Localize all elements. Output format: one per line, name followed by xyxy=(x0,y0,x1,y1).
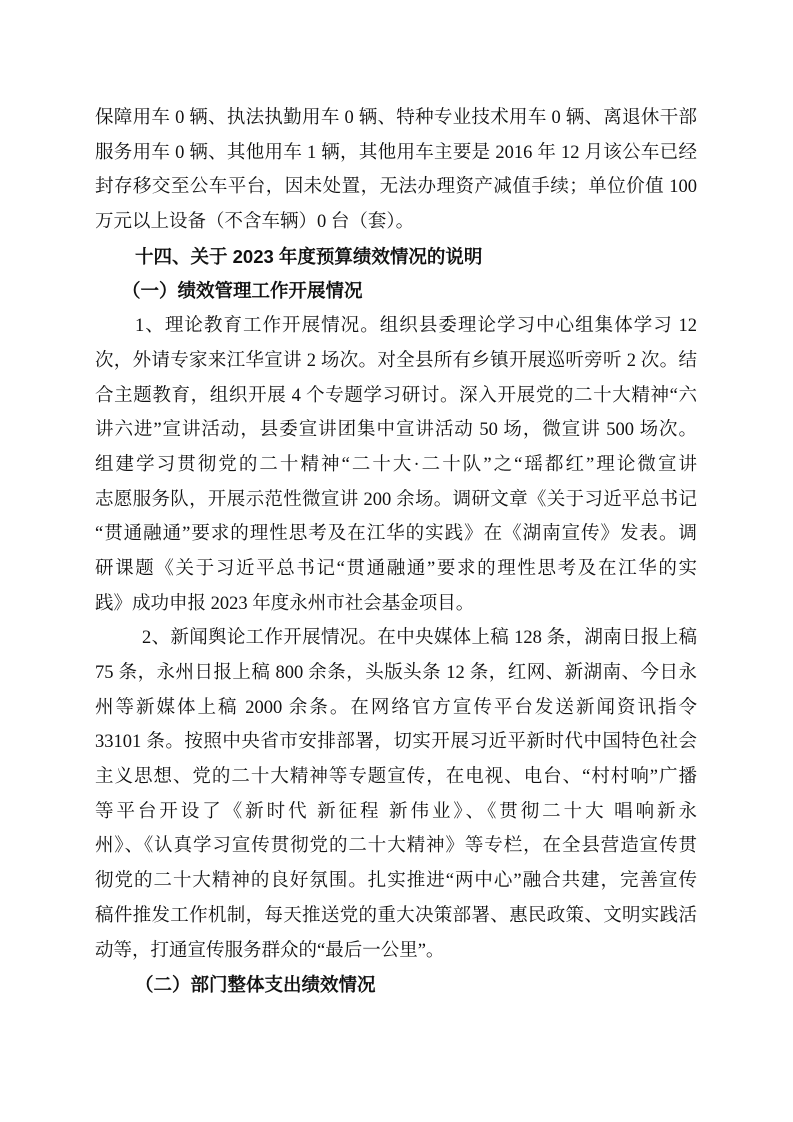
body-line: 1、理论教育工作开展情况。组织县委理论学习中心组集体学习 12 xyxy=(135,316,697,337)
body-line: 组建学习贯彻党的二十精神“二十大·二十队”之“瑶都红”理论微宣讲 xyxy=(95,454,697,475)
body-line: 万元以上设备（不含车辆）0 台（套）。 xyxy=(95,212,415,233)
body-line: 2、新闻舆论工作开展情况。在中央媒体上稿 128 条，湖南日报上稿 xyxy=(142,628,697,649)
body-line: 主义思想、党的二十大精神等专题宣传，在电视、电台、“村村响”广播 xyxy=(95,767,697,788)
body-line: 33101 条。按照中央省市安排部署，切实开展习近平新时代中国特色社会 xyxy=(95,732,697,753)
section-heading: 十四、关于 2023 年度预算绩效情况的说明 xyxy=(135,245,483,267)
body-line: 动等，打通宣传服务群众的“最后一公里”。 xyxy=(95,940,445,961)
body-line: 州等新媒体上稿 2000 余条。在网络官方宣传平台发送新闻资讯指令 xyxy=(95,697,697,718)
body-line: “贯通融通”要求的理性思考及在江华的实践》在《湖南宣传》发表。调 xyxy=(95,524,697,545)
body-line: 次，外请专家来江华宣讲 2 场次。对全县所有乡镇开展巡听旁听 2 次。结 xyxy=(95,350,697,371)
body-line: 保障用车 0 辆、执法执勤用车 0 辆、特种专业技术用车 0 辆、离退休干部 xyxy=(95,108,697,128)
body-line: 志愿服务队，开展示范性微宣讲 200 余场。调研文章《关于习近平总书记 xyxy=(95,489,697,510)
body-line: 稿件推发工作机制，每天推送党的重大决策部署、惠民政策、文明实践活 xyxy=(95,905,697,926)
body-line: 研课题《关于习近平总书记“贯通融通”要求的理性思考及在江华的实 xyxy=(95,558,697,579)
body-line: 讲六进”宣讲活动，县委宣讲团集中宣讲活动 50 场，微宣讲 500 场次。 xyxy=(95,420,697,441)
subsection-title: （二）部门整体支出绩效情况 xyxy=(135,974,376,996)
body-line: 践》成功申报 2023 年度永州市社会基金项目。 xyxy=(95,593,475,614)
body-line: 等平台开设了《新时代 新征程 新伟业》、《贯彻二十大 唱响新永 xyxy=(95,801,697,822)
body-line: 合主题教育，组织开展 4 个专题学习研讨。深入开展党的二十大精神“六 xyxy=(95,385,697,406)
body-line: 服务用车 0 辆、其他用车 1 辆，其他用车主要是 2016 年 12 月该公车已经 xyxy=(95,142,697,163)
subsection-title: （一）绩效管理工作开展情况 xyxy=(122,280,363,302)
document-body xyxy=(95,101,697,1003)
body-line: 彻党的二十大精神的良好氛围。扎实推进“两中心”融合共建，完善宣传 xyxy=(95,871,697,892)
body-line: 州》、《认真学习宣传贯彻党的二十大精神》等专栏，在全县营造宣传贯 xyxy=(95,836,697,857)
body-line: 封存移交至公车平台，因未处置，无法办理资产减值手续；单位价值 100 xyxy=(95,177,697,198)
body-line: 75 条，永州日报上稿 800 余条，头版头条 12 条，红网、新湖南、今日永 xyxy=(95,663,697,683)
